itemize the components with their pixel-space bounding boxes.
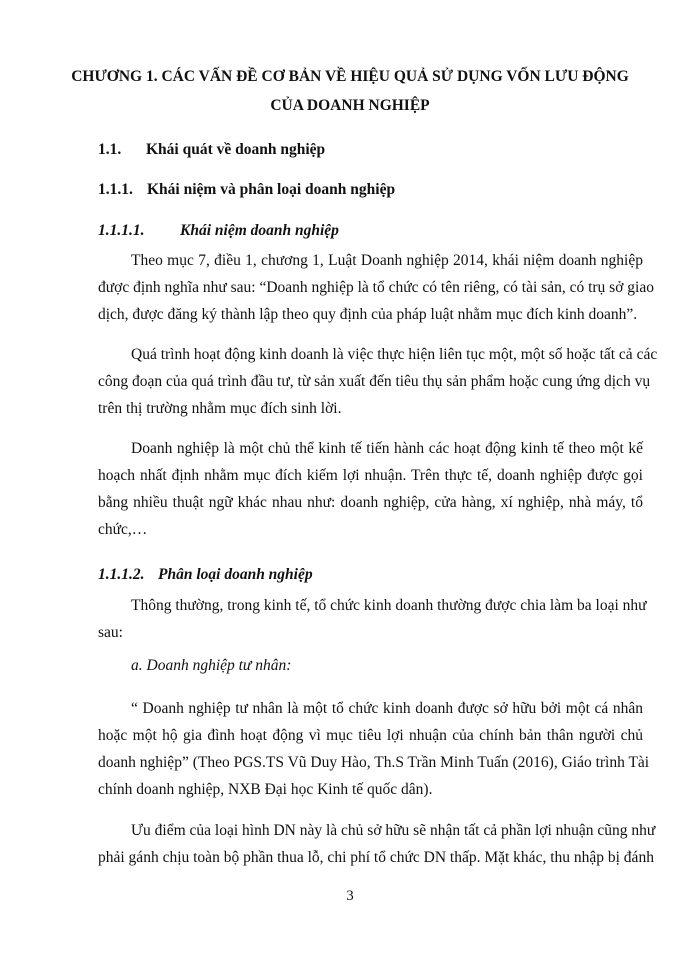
para6-line-2: phải gánh chịu toàn bộ phần thua lỗ, chi phí tổ chức DN thấp. Mặt khác, thu nhập bị đánh <box>98 849 654 866</box>
section-1-1-number: 1.1. <box>98 141 122 158</box>
para1-line-1: Theo mục 7, điều 1, chương 1, Luật Doanh nghiệp 2014, khái niệm doanh nghiệp <box>131 252 643 269</box>
section-1-1-1-1-title: Khái niệm doanh nghiệp <box>180 222 339 239</box>
para3-line-3: bằng nhiều thuật ngữ khác nhau như: doanh nghiệp, cửa hàng, xí nghiệp, nhà máy, tổ <box>98 494 643 511</box>
para5-line-4: chính doanh nghiệp, NXB Đại học Kinh tế quốc dân). <box>98 781 433 798</box>
para3-line-1: Doanh nghiệp là một chủ thể kinh tế tiến hành các hoạt động kinh tế theo một kế <box>131 440 643 457</box>
section-1-1-1-number: 1.1.1. <box>98 181 133 198</box>
chapter-title-line-2: CỦA DOANH NGHIỆP <box>270 97 430 114</box>
para5-line-1: “ Doanh nghiệp tư nhân là một tổ chức kinh doanh được sở hữu bởi một cá nhân <box>131 700 643 717</box>
page-number: 3 <box>346 888 354 904</box>
para6-line-1: Ưu điểm của loại hình DN này là chủ sở hữu sẽ nhận tất cả phần lợi nhuận cũng như <box>131 822 656 839</box>
chapter-title-line-1: CHƯƠNG 1. CÁC VẤN ĐỀ CƠ BẢN VỀ HIỆU QUẢ SỬ DỤNG VỐN LƯU ĐỘNG <box>71 68 629 85</box>
para5-line-2: hoặc một hộ gia đình hoạt động vì mục tiêu lợi nhuận của chính bản thân người chủ <box>98 727 643 744</box>
section-1-1-1-2-number: 1.1.1.2. <box>98 566 145 583</box>
subheading-a: a. Doanh nghiệp tư nhân: <box>131 657 292 674</box>
section-1-1-1-2-title: Phân loại doanh nghiệp <box>158 566 313 583</box>
para1-line-3: dịch, được đăng ký thành lập theo quy định của pháp luật nhằm mục đích kinh doanh”. <box>98 306 638 323</box>
para2-line-2: công đoạn của quá trình đầu tư, từ sản xuất đến tiêu thụ sản phẩm hoặc cung ứng dịch vụ <box>98 373 651 390</box>
para4-line-2: sau: <box>98 624 123 641</box>
section-1-1-1-title: Khái niệm và phân loại doanh nghiệp <box>147 181 396 198</box>
para5-line-3: doanh nghiệp” (Theo PGS.TS Vũ Duy Hào, Th.S Trần Minh Tuấn (2016), Giáo trình Tài <box>98 754 650 771</box>
section-1-1-1-1-number: 1.1.1.1. <box>98 222 145 239</box>
para3-line-2: hoạch nhất định nhằm mục đích kiếm lợi nhuận. Trên thực tế, doanh nghiệp được gọi <box>98 467 643 484</box>
para3-line-4: chức,… <box>98 521 148 538</box>
para1-line-2: được định nghĩa như sau: “Doanh nghiệp là tổ chức có tên riêng, có tài sản, có trụ sở giao <box>98 279 654 296</box>
section-1-1-title: Khái quát về doanh nghiệp <box>146 141 326 158</box>
para2-line-3: trên thị trường nhằm mục đích sinh lời. <box>98 400 342 417</box>
para4-line-1: Thông thường, trong kinh tế, tổ chức kinh doanh thường được chia làm ba loại như <box>131 597 647 614</box>
para2-line-1: Quá trình hoạt động kinh doanh là việc thực hiện liên tục một, một số hoặc tất cả các <box>131 346 658 363</box>
